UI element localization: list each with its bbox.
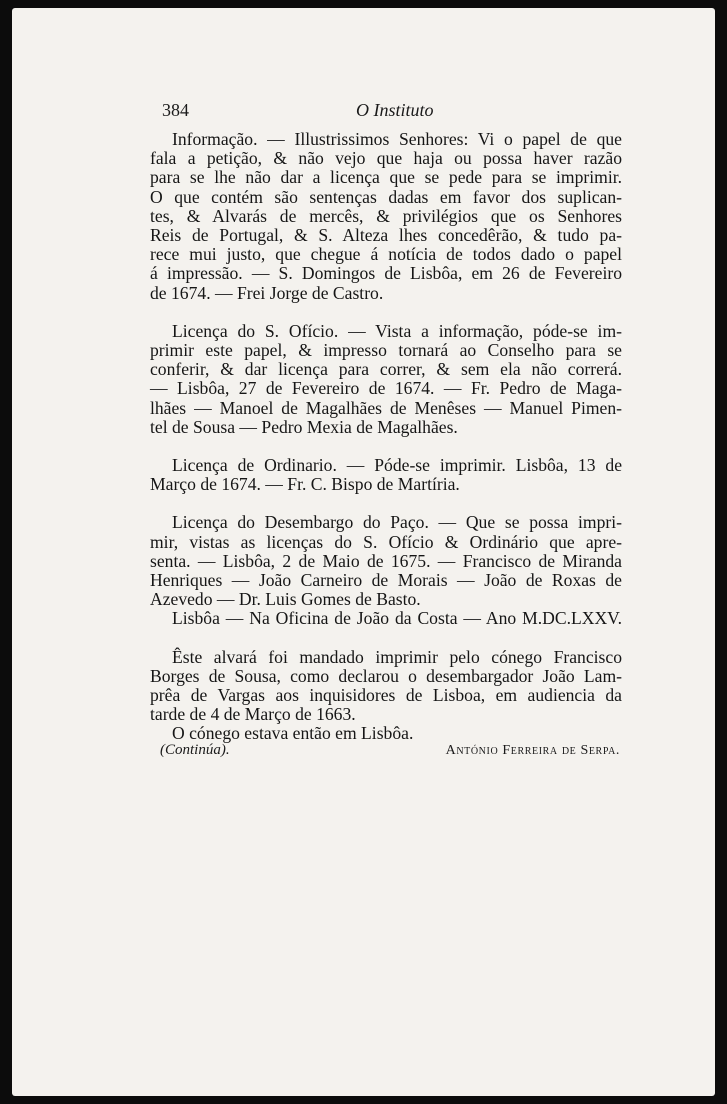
text-line: para se lhe não dar a licença que se pede para se imprimir. xyxy=(150,167,622,188)
text-line: de 1674. — Frei Jorge de Castro. xyxy=(150,282,384,303)
text-line: Lisbôa — Na Oficina de João da Costa — Ano M.DC.LXXV. xyxy=(172,608,622,629)
paragraph-informacao xyxy=(150,130,622,303)
text-line: Azevedo — Dr. Luis Gomes de Basto. xyxy=(150,589,421,610)
text-line: senta. — Lisbôa, 2 de Maio de 1675. — Francisco de Miranda xyxy=(150,550,622,571)
text-line: á impressão. — S. Domingos de Lisbôa, em 26 de Fevereiro xyxy=(150,263,622,284)
page-number: 384 xyxy=(162,100,189,120)
text-line: Março de 1674. — Fr. C. Bispo de Martíria. xyxy=(150,474,460,495)
continua-note: (Continúa). xyxy=(160,742,230,758)
text-line: rece mui justo, que chegue á notícia de todos dado o papel xyxy=(150,244,622,265)
paragraph-licenca-desembargo xyxy=(150,513,622,628)
author-signature: António Ferreira de Serpa. xyxy=(445,743,620,758)
footer-signature xyxy=(160,742,620,762)
body-text xyxy=(150,130,622,744)
page-header xyxy=(162,100,642,124)
text-line: tarde de 4 de Março de 1663. xyxy=(150,704,356,725)
text-line: O que contém são sentenças dadas em favor dos suplican- xyxy=(150,186,622,207)
text-line: prêa de Vargas aos inquisidores de Lisboa, em audiencia da xyxy=(150,685,622,706)
text-line: Êste alvará foi mandado imprimir pelo cónego Francisco xyxy=(172,646,622,667)
text-line: Licença do Desembargo do Paço. — Que se possa impri- xyxy=(172,512,622,533)
text-line: fala a petição, & não vejo que haja ou possa haver razão xyxy=(150,148,622,169)
text-line: Reis de Portugal, & S. Alteza lhes concedêrão, & tudo pa- xyxy=(150,225,622,246)
paragraph-licenca-ordinario xyxy=(150,456,622,494)
text-line: tel de Sousa — Pedro Mexia de Magalhães. xyxy=(150,416,458,437)
paragraph-licenca-oficio xyxy=(150,322,622,437)
text-line: lhães — Manoel de Magalhães de Menêses — Manuel Pimen- xyxy=(150,397,622,418)
text-line: Licença do S. Ofício. — Vista a informação, póde-se im- xyxy=(172,320,622,341)
running-title: O Instituto xyxy=(356,100,434,120)
text-line: Borges de Sousa, como declarou o desembargador João Lam- xyxy=(150,665,622,686)
text-line: conferir, & dar licença para correr, & sem ela não correrá. xyxy=(150,359,622,380)
text-line: Informação. — Illustrissimos Senhores: Vi o papel de que xyxy=(172,129,622,149)
text-line: — Lisbôa, 27 de Fevereiro de 1674. — Fr. Pedro de Maga- xyxy=(150,378,622,399)
text-line: primir este papel, & impresso tornará ao Conselho para se xyxy=(150,340,622,361)
text-line: Henriques — João Carneiro de Morais — João de Roxas de xyxy=(150,570,622,591)
paragraph-alvara xyxy=(150,648,622,744)
text-line: O cónego estava então em Lisbôa. xyxy=(172,723,414,744)
text-line: Licença de Ordinario. — Póde-se imprimir. Lisbôa, 13 de xyxy=(172,455,622,476)
text-line: tes, & Alvarás de mercês, & privilégios que os Senhores xyxy=(150,205,622,226)
text-line: mir, vistas as licenças do S. Ofício & Ordinário que apre- xyxy=(150,531,622,552)
